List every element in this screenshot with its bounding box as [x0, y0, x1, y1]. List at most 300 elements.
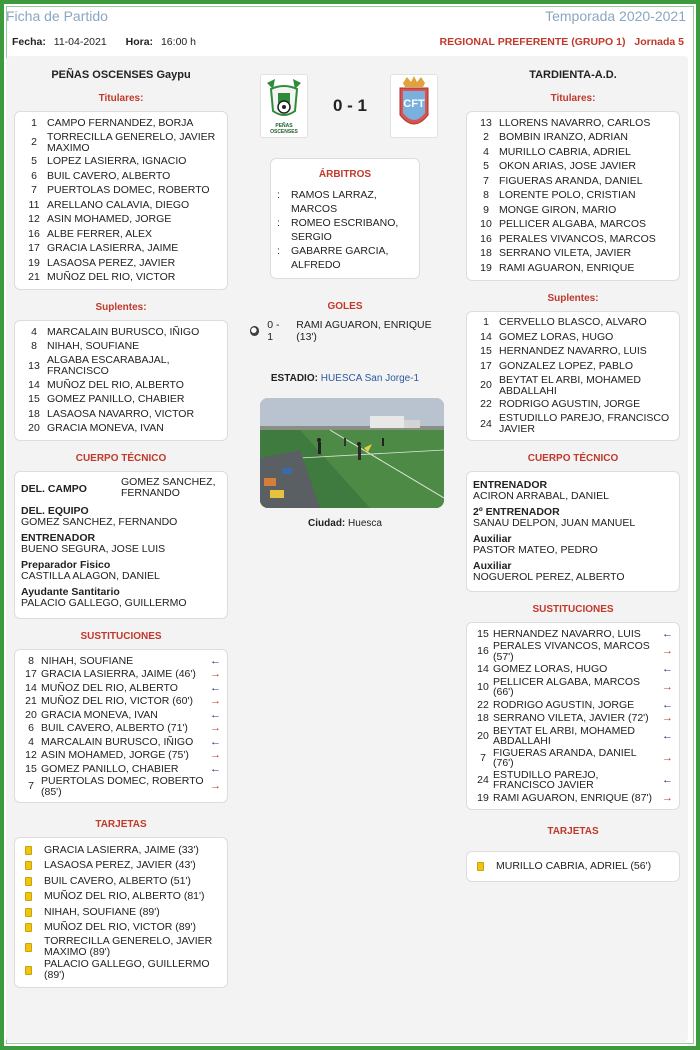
- goal-row: [250, 319, 440, 343]
- staff-role: 2º ENTRENADOR: [473, 506, 560, 518]
- player-name: OKON ARIAS, JOSE JAVIER: [499, 160, 636, 173]
- player-name: GRACIA MONEVA, IVAN: [47, 422, 164, 435]
- sub-name: MUÑOZ DEL RIO, ALBERTO: [41, 681, 178, 694]
- sub-out-arrow-icon: →: [210, 722, 221, 734]
- card-player-name: LASAOSA PEREZ, JAVIER (43'): [44, 859, 196, 872]
- player-name: MONGE GIRON, MARIO: [499, 203, 617, 216]
- sub-number: 16: [477, 645, 489, 658]
- player-row[interactable]: [21, 393, 221, 408]
- away-crest-text: CFT: [403, 98, 425, 110]
- substitution-row: [21, 749, 221, 763]
- player-number: 11: [28, 198, 40, 211]
- player-row[interactable]: [473, 374, 673, 398]
- yellow-card-icon: [25, 943, 32, 952]
- home-starters-list: [14, 111, 228, 290]
- player-name: MUÑOZ DEL RIO, VICTOR: [47, 271, 176, 284]
- player-name: BEYTAT EL ARBI, MOHAMED ABDALLAHI: [499, 373, 641, 397]
- sub-number: 22: [477, 698, 489, 711]
- referee-colon: :: [277, 217, 280, 229]
- player-number: 9: [483, 203, 489, 216]
- substitution-row: [473, 791, 673, 805]
- sub-out-arrow-icon: →: [210, 695, 221, 707]
- substitution-row: [473, 641, 673, 663]
- player-row[interactable]: [473, 345, 673, 360]
- staff-role: Ayudante Santitario: [21, 586, 120, 598]
- player-number: 16: [28, 227, 40, 240]
- player-row[interactable]: [21, 354, 221, 378]
- sub-number: 10: [477, 680, 489, 693]
- sub-out-arrow-icon: →: [662, 645, 673, 658]
- sub-name: GOMEZ LORAS, HUGO: [493, 663, 608, 675]
- card-player-name: NIHAH, SOUFIANE (89'): [44, 905, 160, 918]
- substitution-row: [473, 725, 673, 747]
- away-team-crest: [390, 74, 438, 138]
- sub-out-arrow-icon: →: [662, 680, 673, 693]
- substitution-row: [473, 627, 673, 641]
- referee-name: RAMOS LARRAZ, MARCOS: [291, 189, 377, 215]
- matchday: Jornada 5: [634, 36, 684, 48]
- player-row[interactable]: [21, 378, 221, 393]
- player-name: RAMI AGUARON, ENRIQUE: [499, 261, 635, 274]
- card-row: [21, 889, 221, 905]
- sub-name: ASIN MOHAMED, JORGE (75'): [41, 749, 189, 761]
- away-subs-list: [466, 311, 680, 442]
- staff-name: SANAU DELPON, JUAN MANUEL: [473, 517, 636, 529]
- player-number: 5: [31, 155, 37, 168]
- player-number: 8: [483, 189, 489, 202]
- player-name: LLORENS NAVARRO, CARLOS: [499, 116, 651, 129]
- player-row[interactable]: [473, 247, 673, 262]
- staff-role: DEL. EQUIPO: [21, 505, 89, 517]
- away-staff-list: [466, 471, 680, 592]
- city-value: Huesca: [348, 518, 382, 529]
- player-name: RODRIGO AGUSTIN, JORGE: [499, 398, 641, 411]
- player-name: GOMEZ LORAS, HUGO: [499, 330, 614, 343]
- player-number: 14: [480, 330, 492, 343]
- player-row[interactable]: [21, 242, 221, 257]
- player-name: LORENTE POLO, CRISTIAN: [499, 189, 636, 202]
- player-number: 22: [480, 398, 492, 411]
- player-name: NIHAH, SOUFIANE: [47, 340, 140, 353]
- card-row: [21, 936, 221, 959]
- away-cards-title: TARJETAS: [547, 825, 599, 837]
- player-row[interactable]: [473, 218, 673, 233]
- sub-name: BEYTAT EL ARBI, MOHAMED ABDALLAHI: [493, 724, 635, 747]
- player-name: LOPEZ LASIERRA, IGNACIO: [47, 155, 187, 168]
- player-name: MARCALAIN BURUSCO, IÑIGO: [47, 325, 200, 338]
- score-header: [250, 56, 440, 142]
- home-subs-title: Suplentes:: [95, 302, 147, 313]
- player-name: ASIN MOHAMED, JORGE: [47, 213, 172, 226]
- sub-in-arrow-icon: ←: [210, 654, 221, 667]
- substitution-row: [21, 681, 221, 695]
- player-row[interactable]: [473, 160, 673, 175]
- substitution-row: [473, 747, 673, 769]
- substitution-row: [473, 698, 673, 712]
- player-row[interactable]: [473, 203, 673, 218]
- referee-row: [277, 188, 413, 216]
- sub-name: PELLICER ALGABA, MARCOS (66'): [493, 675, 641, 698]
- player-number: 13: [28, 359, 40, 372]
- goal-score: 0 - 1: [267, 319, 280, 343]
- yellow-card-icon: [25, 892, 32, 901]
- player-row[interactable]: [473, 398, 673, 413]
- sub-name: RODRIGO AGUSTIN, JORGE: [493, 698, 635, 711]
- player-row[interactable]: [473, 189, 673, 204]
- sub-name: GRACIA LASIERRA, JAIME (46'): [41, 668, 196, 680]
- sub-number: 14: [477, 663, 489, 675]
- sub-number: 15: [477, 627, 489, 640]
- card-player-name: MUÑOZ DEL RIO, VICTOR (89'): [44, 921, 196, 934]
- yellow-card-icon: [25, 877, 32, 886]
- sub-name: GOMEZ PANILLO, CHABIER: [41, 762, 179, 775]
- home-team-column: [14, 56, 228, 988]
- player-name: FIGUERAS ARANDA, DANIEL: [499, 174, 643, 187]
- home-staff-first-name: GOMEZ SANCHEZ, FERNANDO: [121, 476, 216, 499]
- sub-number: 12: [25, 749, 37, 761]
- sub-name: PUERTOLAS DOMEC, ROBERTO (85'): [41, 775, 204, 798]
- match-sheet: [6, 56, 688, 1042]
- player-number: 16: [480, 232, 492, 245]
- sub-in-arrow-icon: ←: [210, 762, 221, 775]
- sub-number: 17: [25, 668, 37, 680]
- time-value: 16:00 h: [160, 36, 197, 48]
- player-number: 14: [28, 378, 40, 391]
- away-subst-title: SUSTITUCIONES: [532, 604, 614, 615]
- substitution-row: [21, 722, 221, 736]
- player-number: 12: [28, 213, 40, 226]
- home-subs-list: [14, 320, 228, 441]
- home-team-crest: [260, 74, 308, 138]
- sub-in-arrow-icon: ←: [662, 729, 673, 742]
- season-label: Temporada 2020-2021: [545, 8, 686, 24]
- player-number: 7: [31, 184, 37, 197]
- sub-name: ESTUDILLO PAREJO, FRANCISCO JAVIER: [493, 768, 599, 791]
- sub-number: 20: [25, 708, 37, 721]
- player-number: 15: [28, 393, 40, 406]
- player-name: SERRANO VILETA, JAVIER: [499, 247, 632, 260]
- player-row[interactable]: [473, 174, 673, 189]
- player-number: 18: [28, 407, 40, 420]
- player-number: 1: [31, 116, 37, 129]
- player-row[interactable]: [21, 407, 221, 422]
- player-number: 20: [480, 379, 492, 391]
- competition-info: [440, 36, 684, 48]
- player-row[interactable]: [473, 330, 673, 345]
- yellow-card-icon: [25, 923, 32, 932]
- player-name: GRACIA LASIERRA, JAIME: [47, 242, 179, 255]
- player-name: GOMEZ PANILLO, CHABIER: [47, 393, 185, 406]
- player-row[interactable]: [473, 116, 673, 131]
- sub-name: BUIL CAVERO, ALBERTO (71'): [41, 722, 188, 734]
- staff-role: Auxiliar: [473, 560, 512, 572]
- staff-role: Auxiliar: [473, 533, 512, 545]
- sub-in-arrow-icon: ←: [662, 773, 673, 786]
- city-info: [250, 518, 440, 529]
- home-team-name: PEÑAS OSCENSES Gaypu: [51, 69, 191, 81]
- title-bar: [6, 3, 686, 28]
- substitution-row: [473, 663, 673, 677]
- player-row[interactable]: [21, 169, 221, 184]
- home-starters-title: Titulares:: [98, 93, 144, 104]
- date-label: Fecha:: [12, 36, 46, 48]
- referees-list: [277, 188, 413, 272]
- yellow-card-icon: [477, 862, 484, 871]
- sub-in-arrow-icon: ←: [662, 698, 673, 711]
- sub-number: 21: [25, 695, 37, 707]
- sub-number: 19: [477, 791, 489, 804]
- card-row: [21, 874, 221, 890]
- home-staff-box: [14, 471, 228, 619]
- player-number: 18: [480, 247, 492, 260]
- substitution-row: [21, 708, 221, 722]
- staff-name: CASTILLA ALAGON, DANIEL: [21, 570, 160, 582]
- player-name: LASAOSA NAVARRO, VICTOR: [47, 407, 195, 420]
- player-name: PERALES VIVANCOS, MARCOS: [499, 232, 656, 245]
- home-staff-list: [21, 505, 221, 609]
- player-number: 17: [480, 359, 492, 372]
- sub-name: FIGUERAS ARANDA, DANIEL (76'): [493, 746, 637, 769]
- sub-name: RAMI AGUARON, ENRIQUE (87'): [493, 791, 652, 804]
- staff-name: GOMEZ SANCHEZ, FERNANDO: [21, 516, 178, 528]
- player-row[interactable]: [21, 227, 221, 242]
- substitution-row: [21, 668, 221, 682]
- card-player-name: GRACIA LASIERRA, JAIME (33'): [44, 843, 199, 856]
- player-row[interactable]: [21, 271, 221, 286]
- player-row[interactable]: [21, 155, 221, 170]
- player-row[interactable]: [21, 213, 221, 228]
- player-number: 19: [28, 256, 40, 269]
- card-player-name: TORRECILLA GENERELO, JAVIER MAXIMO (89'): [44, 935, 213, 958]
- sub-out-arrow-icon: →: [210, 749, 221, 761]
- yellow-card-icon: [25, 966, 32, 975]
- home-substitutions-list: [14, 649, 228, 803]
- sub-number: 24: [477, 773, 489, 786]
- staff-role: Preparador Fisico: [21, 559, 111, 571]
- player-name: PELLICER ALGABA, MARCOS: [499, 218, 647, 231]
- time-label: Hora:: [125, 36, 154, 48]
- staff-name: ACIRON ARRABAL, DANIEL: [473, 490, 609, 502]
- sub-in-arrow-icon: ←: [210, 681, 221, 694]
- player-number: 24: [480, 417, 492, 430]
- player-name: TORRECILLA GENERELO, JAVIER MAXIMO: [47, 130, 216, 154]
- player-number: 7: [483, 174, 489, 187]
- player-row[interactable]: [473, 261, 673, 276]
- yellow-card-icon: [25, 861, 32, 870]
- date-time: [12, 36, 196, 48]
- sub-name: SERRANO VILETA, JAVIER (72'): [493, 712, 649, 724]
- home-staff-first: [21, 477, 221, 503]
- goals-list: [250, 319, 440, 343]
- match-center-column: [250, 56, 440, 529]
- player-name: BOMBIN IRANZO, ADRIAN: [499, 131, 628, 144]
- player-number: 10: [480, 218, 492, 231]
- home-subst-title: SUSTITUCIONES: [80, 631, 162, 642]
- player-row[interactable]: [21, 198, 221, 213]
- player-name: MUÑOZ DEL RIO, ALBERTO: [47, 378, 184, 391]
- referees-title: ÁRBITROS: [318, 169, 372, 180]
- player-number: 20: [28, 422, 40, 435]
- home-staff-first-role: DEL. CAMPO: [21, 483, 87, 495]
- sub-out-arrow-icon: →: [662, 751, 673, 764]
- staff-name: NOGUEROL PEREZ, ALBERTO: [473, 571, 625, 583]
- sub-number: 18: [477, 712, 489, 724]
- player-name: ESTUDILLO PAREJO, FRANCISCO JAVIER: [499, 412, 670, 435]
- player-row[interactable]: [21, 340, 221, 355]
- stadium-photo-image: [260, 398, 444, 508]
- player-number: 8: [31, 340, 37, 353]
- away-starters-list: [466, 111, 680, 281]
- referee-row: [277, 244, 413, 272]
- sub-number: 6: [28, 722, 34, 734]
- page-title: Ficha de Partido: [6, 8, 108, 24]
- player-row[interactable]: [21, 256, 221, 271]
- card-row: [21, 858, 221, 874]
- player-number: 2: [31, 136, 37, 148]
- player-number: 21: [28, 271, 40, 284]
- player-row[interactable]: [21, 116, 221, 131]
- card-row: [473, 859, 673, 875]
- staff-role: ENTRENADOR: [21, 532, 96, 544]
- staff-name: BUENO SEGURA, JOSE LUIS: [21, 543, 166, 555]
- football-icon: [250, 326, 259, 336]
- player-name: HERNANDEZ NAVARRO, LUIS: [499, 345, 647, 358]
- sub-name: NIHAH, SOUFIANE: [41, 654, 134, 667]
- stadium-info: [250, 373, 440, 384]
- substitution-row: [21, 762, 221, 776]
- substitution-row: [473, 676, 673, 698]
- away-subs-title: Suplentes:: [547, 292, 599, 304]
- player-name: LASAOSA PEREZ, JAVIER: [47, 256, 176, 269]
- card-player-name: MURILLO CABRIA, ADRIEL (56'): [496, 859, 652, 872]
- staff-name: PASTOR MATEO, PEDRO: [473, 544, 598, 556]
- player-name: BUIL CAVERO, ALBERTO: [47, 169, 171, 182]
- sub-number: 7: [480, 751, 486, 764]
- sub-name: HERNANDEZ NAVARRO, LUIS: [493, 627, 641, 640]
- referees-box: [270, 158, 420, 279]
- player-row[interactable]: [473, 359, 673, 374]
- stadium-label: ESTADIO:: [270, 373, 318, 384]
- player-number: 4: [483, 145, 489, 158]
- yellow-card-icon: [25, 908, 32, 917]
- player-name: CERVELLO BLASCO, ALVARO: [499, 316, 647, 329]
- substitution-row: [21, 654, 221, 668]
- substitution-row: [473, 769, 673, 791]
- sub-out-arrow-icon: →: [210, 780, 221, 793]
- player-number: 1: [483, 316, 489, 329]
- player-name: CAMPO FERNANDEZ, BORJA: [47, 116, 194, 129]
- referee-colon: :: [277, 189, 280, 201]
- away-substitutions-list: [466, 622, 680, 810]
- away-starters-title: Titulares:: [550, 93, 596, 104]
- sub-name: MARCALAIN BURUSCO, IÑIGO: [41, 735, 194, 748]
- player-row[interactable]: [473, 131, 673, 146]
- sub-in-arrow-icon: ←: [210, 735, 221, 748]
- card-row: [21, 959, 221, 982]
- player-row[interactable]: [21, 131, 221, 155]
- player-number: 5: [483, 160, 489, 173]
- staff-name: PALACIO GALLEGO, GUILLERMO: [21, 597, 187, 609]
- sub-out-arrow-icon: →: [210, 668, 221, 680]
- referee-row: [277, 216, 413, 244]
- card-row: [21, 905, 221, 921]
- referee-name: GABARRE GARCIA, ALFREDO: [291, 245, 389, 271]
- card-row: [21, 920, 221, 936]
- competition-name: REGIONAL PREFERENTE (GRUPO 1): [439, 36, 626, 48]
- card-row: [21, 843, 221, 859]
- referee-name: ROMEO ESCRIBANO, SERGIO: [291, 217, 399, 243]
- substitution-row: [473, 712, 673, 726]
- sub-number: 20: [477, 729, 489, 742]
- player-row[interactable]: [473, 145, 673, 160]
- player-number: 15: [480, 345, 492, 358]
- player-row[interactable]: [21, 325, 221, 340]
- stadium-photo: [260, 398, 444, 508]
- sub-name: PERALES VIVANCOS, MARCOS (57'): [493, 640, 650, 663]
- player-name: GONZALEZ LOPEZ, PABLO: [499, 359, 634, 372]
- player-row[interactable]: [21, 422, 221, 437]
- player-number: 4: [31, 325, 37, 338]
- match-info-bar: [6, 30, 686, 54]
- player-name: ARELLANO CALAVIA, DIEGO: [47, 198, 190, 211]
- sub-number: 4: [28, 735, 34, 748]
- away-team-column: [466, 56, 680, 882]
- player-number: 17: [28, 242, 40, 255]
- staff-role: ENTRENADOR: [473, 479, 548, 491]
- sub-number: 15: [25, 762, 37, 775]
- sub-name: GRACIA MONEVA, IVAN: [41, 708, 158, 721]
- goals-title: GOLES: [327, 301, 363, 312]
- final-score: 0 - 1: [332, 96, 368, 115]
- away-cards-list: [466, 851, 680, 883]
- sub-number: 7: [28, 780, 34, 793]
- home-cards-title: TARJETAS: [95, 818, 147, 830]
- sub-number: 14: [25, 681, 37, 694]
- card-player-name: BUIL CAVERO, ALBERTO (51'): [44, 874, 191, 887]
- city-label: Ciudad:: [308, 518, 346, 529]
- player-name: ALBE FERRER, ALEX: [47, 227, 153, 240]
- player-row[interactable]: [473, 316, 673, 331]
- card-player-name: MUÑOZ DEL RIO, ALBERTO (81'): [44, 890, 205, 903]
- sub-in-arrow-icon: ←: [662, 627, 673, 640]
- sub-out-arrow-icon: →: [662, 712, 673, 724]
- substitution-row: [21, 776, 221, 798]
- home-staff-title: CUERPO TÉCNICO: [75, 453, 167, 464]
- player-row[interactable]: [473, 232, 673, 247]
- sub-out-arrow-icon: →: [662, 791, 673, 804]
- player-row[interactable]: [21, 184, 221, 199]
- date-value: 11-04-2021: [53, 36, 107, 48]
- player-number: 6: [31, 169, 37, 182]
- sub-number: 8: [28, 654, 34, 667]
- away-staff-title: CUERPO TÉCNICO: [527, 453, 619, 464]
- card-player-name: PALACIO GALLEGO, GUILLERMO (89'): [44, 958, 210, 981]
- substitution-row: [21, 735, 221, 749]
- yellow-card-icon: [25, 846, 32, 855]
- substitution-row: [21, 695, 221, 709]
- stadium-link[interactable]: HUESCA San Jorge-1: [320, 373, 420, 384]
- referee-colon: :: [277, 245, 280, 257]
- sub-in-arrow-icon: ←: [662, 663, 673, 675]
- away-team-name: TARDIENTA-A.D.: [529, 69, 617, 81]
- player-name: PUERTOLAS DOMEC, ROBERTO: [47, 184, 210, 197]
- player-name: MURILLO CABRIA, ADRIEL: [499, 145, 631, 158]
- home-cards-list: [14, 837, 228, 988]
- player-number: 2: [483, 131, 489, 144]
- player-row[interactable]: [473, 412, 673, 436]
- goal-scorer: RAMI AGUARON, ENRIQUE (13'): [296, 319, 432, 343]
- home-crest-text: PEÑAS OSCENSES: [270, 123, 298, 135]
